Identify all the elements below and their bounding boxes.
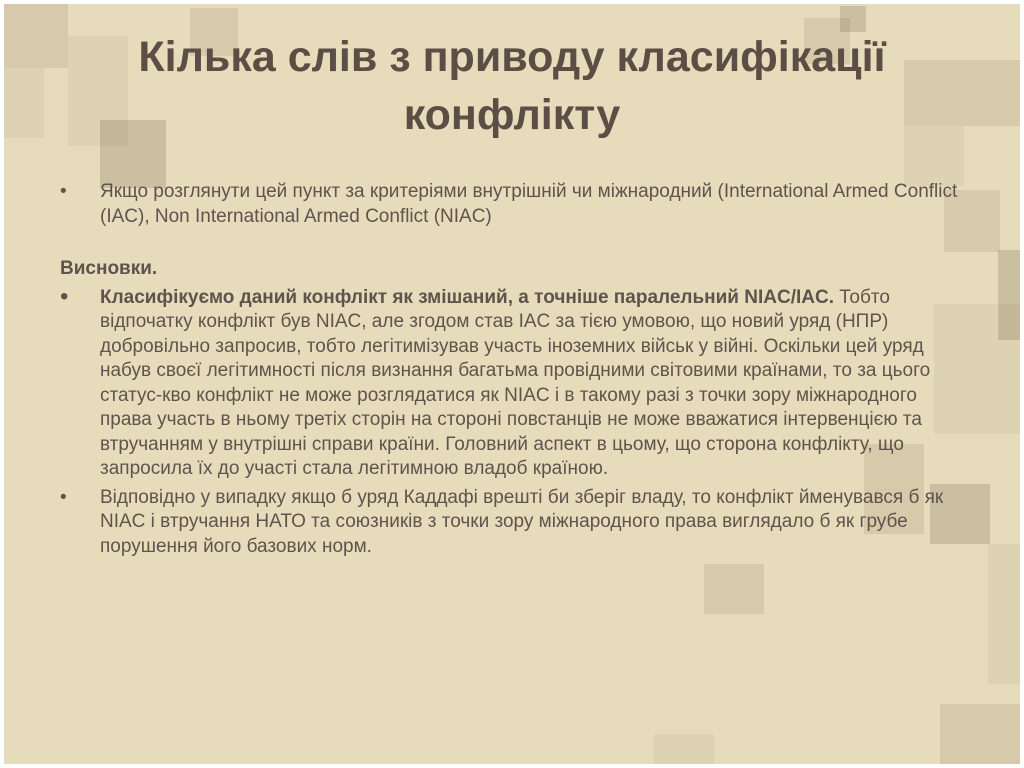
- conclusions-heading: Висновки.: [60, 258, 158, 279]
- bullet-text-2: Тобто відпочатку конфлікт був NIAC, але згодом став IAC за тією умовою, що новий уряд (НПР) добровільно запросив, тобто легітимізував участь іноземних військ у війні. Оскільки цей уряд набув своєї легітимності після визнання багатьма провідними світовими країнами, то за цього статус-кво конфлікт не може розглядатися як NIAC і в такому разі з точки зору міжнародного права участь в ньому третіх сторін на стороні повстанців не може вважатися інтервенцією та втручанням у внутрішні справи країни. Головний аспект в цьому, що сторона конфлікту, що запросила їх до участі стала легітимною владоб країною.: [100, 286, 931, 479]
- slide-body: [60, 180, 970, 559]
- slide-title: [44, 28, 980, 144]
- bullet-item-2: [60, 282, 970, 482]
- bullet-item-1: [60, 180, 970, 229]
- slide-title-line-2: конфлікту: [403, 91, 621, 139]
- bullet-dot: •: [60, 181, 67, 202]
- decor-square: [988, 544, 1020, 684]
- decor-square: [654, 734, 714, 764]
- decor-square: [940, 704, 1020, 764]
- slide: [4, 4, 1020, 764]
- decor-square: [704, 564, 764, 614]
- bullet-dot: •: [60, 282, 69, 310]
- slide-title-line-1: Кілька слів з приводу класифікації: [138, 33, 886, 81]
- bullet-dot: •: [60, 486, 67, 508]
- bullet-item-3: [60, 486, 970, 560]
- bullet-text-1: Якщо розглянути цей пункт за критеріями внутрішній чи міжнародний (International Armed Conflict (IAC), Non International Armed Conflict (NIAC): [100, 181, 958, 227]
- bullet-text-3: Відповідно у випадку якщо б уряд Каддафі врешті би зберіг владу, то конфлікт йменувався б як NIAC і втручання НАТО та союзників з точки зору міжнародного права виглядало б як грубе порушення його базових норм.: [100, 486, 944, 557]
- decor-square: [4, 68, 44, 138]
- bullet-lead-2: Класифікуємо даний конфлікт як змішаний, а точніше паралельний NIAC/IAC.: [100, 286, 834, 308]
